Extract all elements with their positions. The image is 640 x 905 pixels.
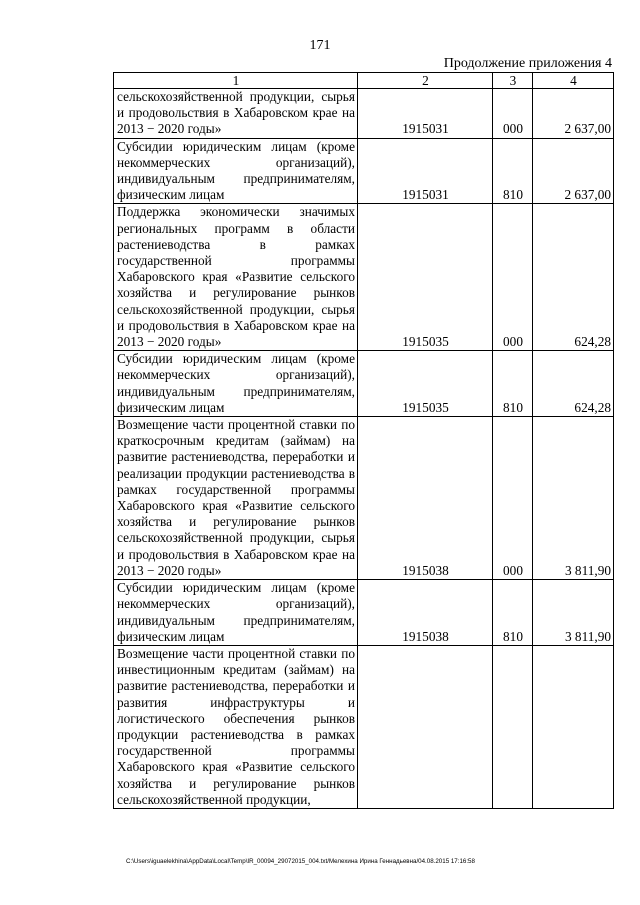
row-amount — [533, 645, 614, 808]
row-code: 1915038 — [358, 417, 493, 580]
row-amount: 624,28 — [533, 204, 614, 351]
row-description: Поддержка экономически значимых региональных программ в области растениеводства в рамках государственной программы Хабаровского края «Развитие сельского хозяйства и регулирование рынков сельскохозяйственной продукции, сырья и продовольствия в Хабаровском крае на 2013 − 2020 годы» — [114, 204, 358, 351]
row-type — [493, 645, 533, 808]
row-description: Субсидии юридическим лицам (кроме некоммерческих организаций), индивидуальным предпринимателям, физическим лицам — [114, 580, 358, 646]
table-row — [114, 351, 614, 417]
row-description: Возмещение части процентной ставки по краткосрочным кредитам (займам) на развитие растениеводства, переработки и реализации продукции растениеводства в рамках государственной программы Хабаровского края «Развитие сельского хозяйства и регулирование рынков сельскохозяйственной продукции, сырья и продовольствия в Хабаровском крае на 2013 − 2020 годы» — [114, 417, 358, 580]
row-code: 1915035 — [358, 351, 493, 417]
table-row — [114, 417, 614, 580]
header-col-3: 3 — [493, 73, 533, 89]
row-type: 810 — [493, 351, 533, 417]
row-description: Субсидии юридическим лицам (кроме некоммерческих организаций), индивидуальным предпринимателям, физическим лицам — [114, 351, 358, 417]
row-code — [358, 645, 493, 808]
table-row — [114, 138, 614, 204]
table-row — [114, 580, 614, 646]
continuation-label: Продолжение приложения 4 — [443, 56, 612, 71]
page-number: 171 — [309, 38, 331, 53]
header-col-1: 1 — [114, 73, 358, 89]
table-row — [114, 204, 614, 351]
row-description: сельскохозяйственной продукции, сырья и продовольствия в Хабаровском крае на 2013 − 2020 годы» — [114, 89, 358, 139]
row-amount: 3 811,90 — [533, 417, 614, 580]
header-col-2: 2 — [358, 73, 493, 89]
row-amount: 3 811,90 — [533, 580, 614, 646]
header-col-4: 4 — [533, 73, 614, 89]
row-code: 1915031 — [358, 89, 493, 139]
row-code: 1915038 — [358, 580, 493, 646]
row-amount: 2 637,00 — [533, 89, 614, 139]
table-header-row — [114, 73, 614, 89]
row-type: 810 — [493, 138, 533, 204]
row-description: Субсидии юридическим лицам (кроме некоммерческих организаций), индивидуальным предпринимателям, физическим лицам — [114, 138, 358, 204]
row-code: 1915035 — [358, 204, 493, 351]
row-description: Возмещение части процентной ставки по инвестиционным кредитам (займам) на развитие растениеводства, переработки и развития инфраструктуры и логистического обеспечения рынков продукции растениеводства в рамках государственной программы Хабаровского края «Развитие сельского хозяйства и регулирование рынков сельскохозяйственной продукции, — [114, 645, 358, 808]
row-type: 000 — [493, 417, 533, 580]
table-row — [114, 89, 614, 139]
budget-table — [113, 72, 614, 809]
row-type: 810 — [493, 580, 533, 646]
row-type: 000 — [493, 204, 533, 351]
table-row — [114, 645, 614, 808]
row-type: 000 — [493, 89, 533, 139]
row-code: 1915031 — [358, 138, 493, 204]
footer-file-path: C:\Users\iguaelekhina\AppData\Local\Temp\IR_00094_29072015_004.txt/Мелехина Ирина Геннадьевна/04.08.2015 17:16:58 — [126, 858, 475, 865]
row-amount: 624,28 — [533, 351, 614, 417]
row-amount: 2 637,00 — [533, 138, 614, 204]
